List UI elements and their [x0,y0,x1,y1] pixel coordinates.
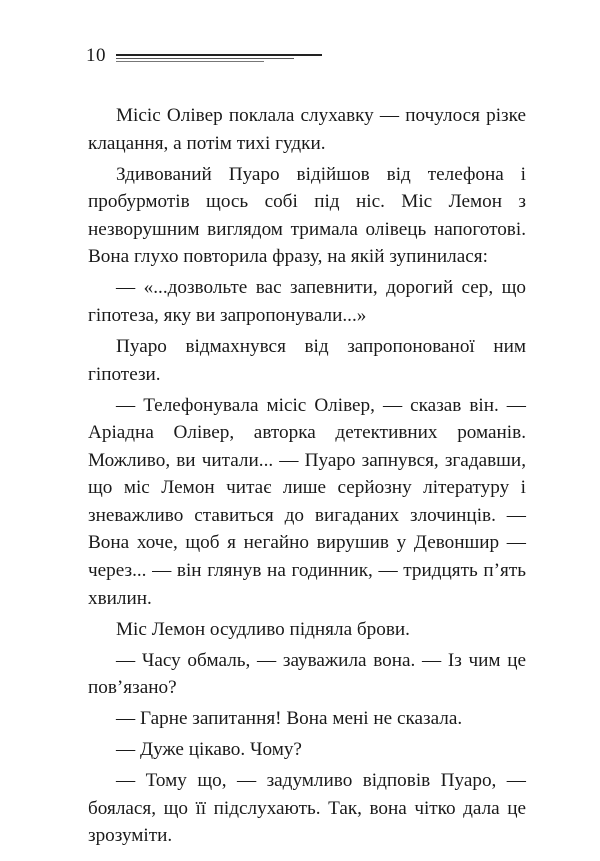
paragraph: Місіс Олівер поклала слухавку — почулося різке клацання, а потім тихі гудки. [88,105,526,154]
body-text [88,102,526,853]
paragraph: — Тому що, — задумливо відповів Пуаро, — боялася, що її підслухають. Так, вона чітко дала це зрозуміти. [88,770,526,847]
header-rule [116,54,322,56]
paragraph: — Телефонувала місіс Олівер, — сказав він. — Аріадна Олівер, авторка детективних романів. Можливо, ви читали... — Пуаро запнувся, згадавши, що міс Лемон читає лише серйозну літературу і зневажливо ставиться до вигаданих злочинців. — Вона хоче, щоб я негайно вирушив у Девоншир — через... — він глянув на годинник, — тридцять п’ять хвилин. [88,394,526,609]
header-rule [116,58,294,59]
paragraph: — Гарне запитання! Вона мені не сказала. [116,708,463,730]
paragraph: Здивований Пуаро відійшов від телефона і пробурмотів щось собі під ніс. Міс Лемон з незворушним виглядом тримала олівець напоготові. Вона глухо повторила фразу, на якій зупинилася: [88,163,526,268]
paragraph: — Часу обмаль, — зауважила вона. — Із чим це пов’язано? [88,649,526,699]
page-number: 10 [86,45,106,66]
paragraph: — Дуже цікаво. Чому? [116,739,302,761]
header-rule [116,61,264,62]
paragraph: — «...дозвольте вас запевнити, дорогий сер, що гіпотеза, яку ви запропонували...» [88,277,526,326]
running-header [86,44,330,68]
paragraph: Пуаро відмахнувся від запропонованої ним гіпотези. [88,335,526,385]
paragraph: Міс Лемон осудливо підняла брови. [116,618,410,640]
